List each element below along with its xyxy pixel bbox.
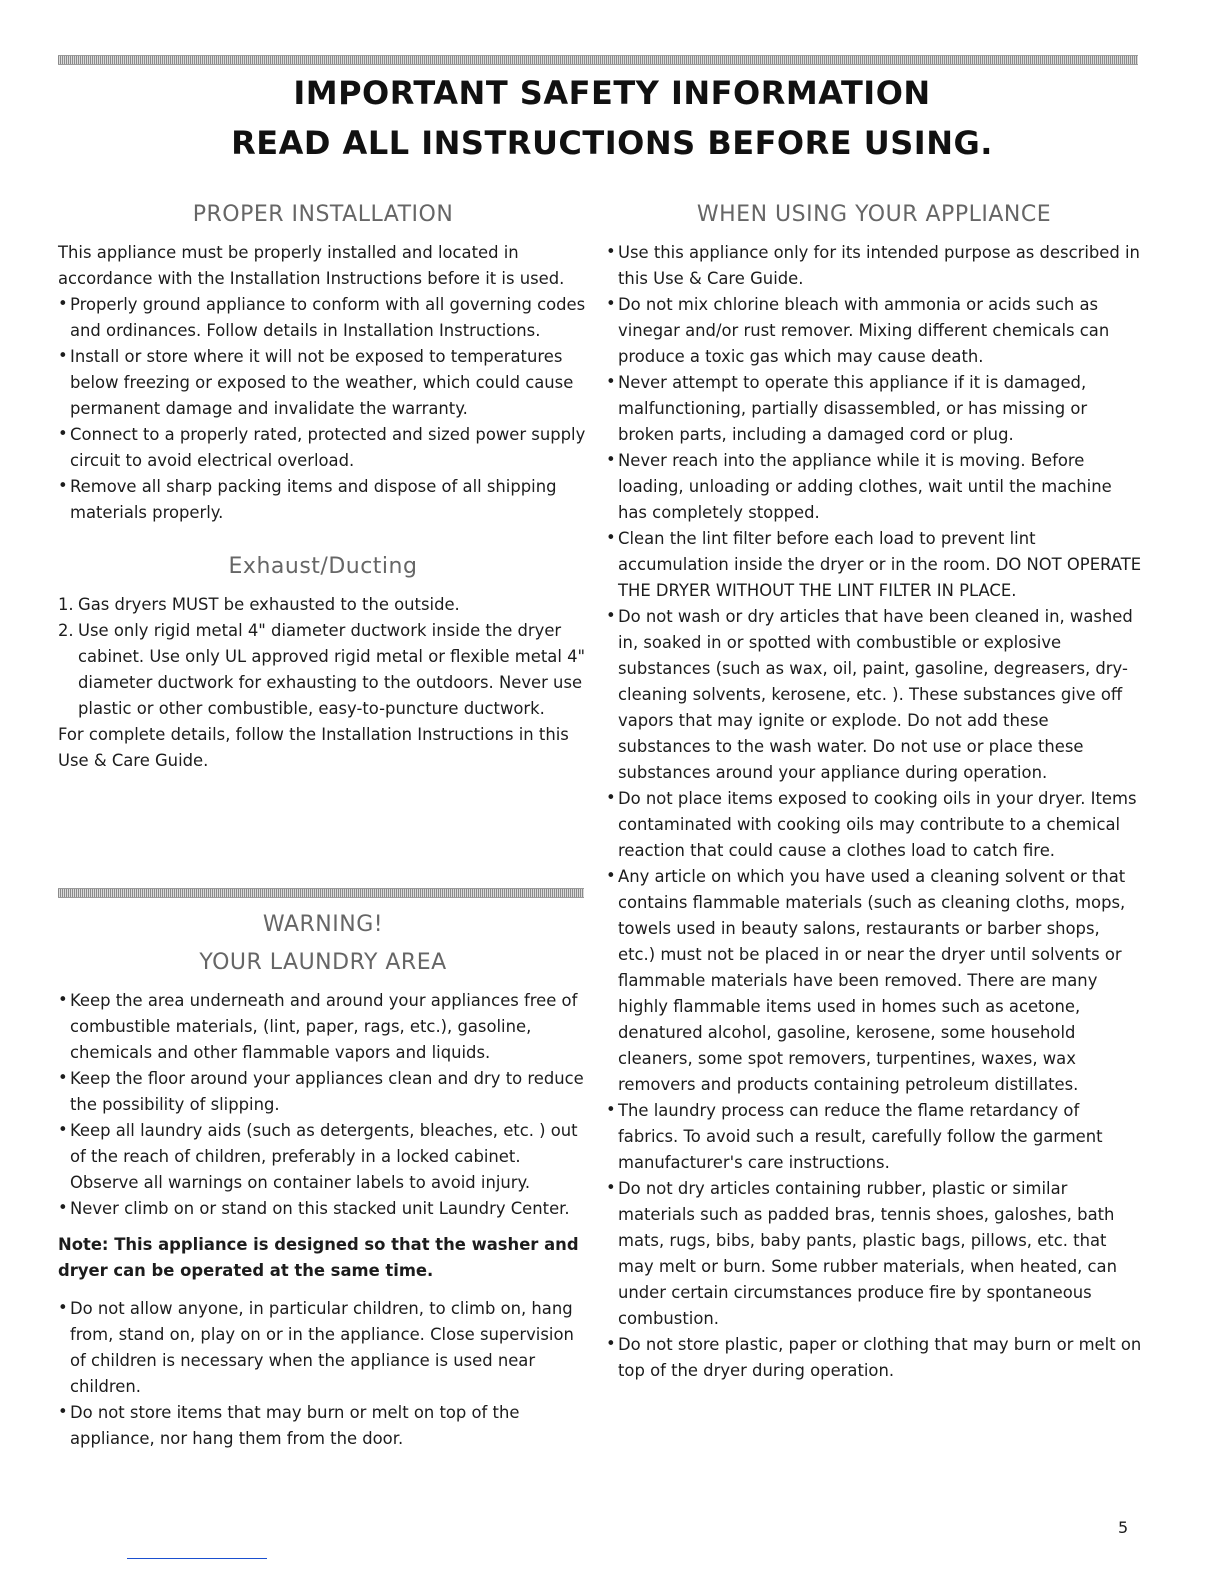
list-item: • Any article on which you have used a cleaning solvent or that contains flammable materials (such as cleaning cloths, mops, towels used in beauty salons, restaurants or barber shops, etc.) must not be placed in or near the dryer until solvents or flammable materials have been removed. There are many highly flammable items used in homes such as acetone, denatured alcohol, gasoline, kerosene, some household cleaners, some spot removers, turpentines, waxes, wax removers and products containing petroleum distillates. [606, 864, 1142, 1098]
item-number: 2. [58, 621, 74, 640]
installation-list [58, 292, 588, 526]
using-list [606, 240, 1142, 1384]
list-item: • Never climb on or stand on this stacked unit Laundry Center. [58, 1196, 588, 1222]
list-item: • The laundry process can reduce the flame retardancy of fabrics. To avoid such a result, carefully follow the garment manufacturer's care instructions. [606, 1098, 1142, 1176]
right-column [606, 200, 1142, 1384]
list-item: • Use this appliance only for its intended purpose as described in this Use & Care Guide. [606, 240, 1142, 292]
list-item: • Do not store plastic, paper or clothing that may burn or melt on top of the dryer during operation. [606, 1332, 1142, 1384]
proper-installation-heading: PROPER INSTALLATION [192, 202, 454, 227]
exhaust-heading: Exhaust/Ducting [228, 554, 418, 579]
laundry-area-heading: YOUR LAUNDRY AREA [199, 950, 447, 975]
exhaust-footer: For complete details, follow the Installation Instructions in this Use & Care Guide. [58, 725, 569, 770]
list-item: • Properly ground appliance to conform with all governing codes and ordinances. Follow details in Installation Instructions. [58, 292, 588, 344]
list-item [58, 618, 588, 722]
page-subtitle: READ ALL INSTRUCTIONS BEFORE USING. [231, 124, 993, 162]
page-title: IMPORTANT SAFETY INFORMATION [293, 74, 931, 112]
top-divider-rule [58, 55, 1138, 65]
list-item: • Do not wash or dry articles that have been cleaned in, washed in, soaked in or spotted with combustible or explosive substances (such as wax, oil, paint, gasoline, degreasers, dry-cleaning solvents, kerosene, etc. ). These substances give off vapors that may ignite or explode. Do not add these substances to the wash water. Do not use or place these substances around your appliance during operation. [606, 604, 1142, 786]
installation-intro: This appliance must be properly installed and located in accordance with the Installation Instructions before it is used. [58, 243, 565, 288]
list-item: • Do not dry articles containing rubber, plastic or similar materials such as padded bras, tennis shoes, galoshes, bath mats, rugs, bibs, baby pants, plastic bags, pillows, etc. that may melt or burn. Some rubber materials, when heated, can under certain circumstances produce fire by spontaneous combustion. [606, 1176, 1142, 1332]
item-text: Gas dryers MUST be exhausted to the outside. [78, 595, 460, 614]
list-item: • Keep the area underneath and around your appliances free of combustible materials, (lint, paper, rags, etc.), gasoline, chemicals and other flammable vapors and liquids. [58, 988, 588, 1066]
warning-heading: WARNING! [262, 912, 384, 937]
exhaust-list [58, 592, 588, 722]
item-text: Use only rigid metal 4" diameter ductwork inside the dryer cabinet. Use only UL approved rigid metal or flexible metal 4" diameter ductwork for exhausting to the outdoors. Never use plastic or other combustible, easy-to-puncture ductwork. [78, 621, 586, 718]
list-item: • Connect to a properly rated, protected and sized power supply circuit to avoid electrical overload. [58, 422, 588, 474]
using-appliance-heading: WHEN USING YOUR APPLIANCE [696, 202, 1052, 227]
list-item: • Do not store items that may burn or melt on top of the appliance, nor hang them from the door. [58, 1400, 588, 1452]
list-item: • Install or store where it will not be exposed to temperatures below freezing or exposed to the weather, which could cause permanent damage and invalidate the warranty. [58, 344, 588, 422]
warning-section [58, 910, 588, 1452]
page-number: 5 [1118, 1518, 1129, 1537]
list-item: • Remove all sharp packing items and dispose of all shipping materials properly. [58, 474, 588, 526]
list-item: • Keep all laundry aids (such as detergents, bleaches, etc. ) out of the reach of children, preferably in a locked cabinet. Observe all warnings on container labels to avoid injury. [58, 1118, 588, 1196]
list-item: • Do not mix chlorine bleach with ammonia or acids such as vinegar and/or rust remover. Mixing different chemicals can produce a toxic gas which may cause death. [606, 292, 1142, 370]
list-item [58, 592, 588, 618]
bottom-line [127, 1558, 267, 1559]
list-item: • Keep the floor around your appliances clean and dry to reduce the possibility of slipping. [58, 1066, 588, 1118]
list-item: • Never reach into the appliance while it is moving. Before loading, unloading or adding clothes, wait until the machine has completely stopped. [606, 448, 1142, 526]
warning-list-2 [58, 1296, 588, 1452]
list-item: • Do not place items exposed to cooking oils in your dryer. Items contaminated with cooking oils may contribute to a chemical reaction that could cause a clothes load to catch fire. [606, 786, 1142, 864]
left-column [58, 200, 588, 774]
warning-list [58, 988, 588, 1222]
list-item: • Clean the lint filter before each load to prevent lint accumulation inside the dryer or in the room. DO NOT OPERATE THE DRYER WITHOUT THE LINT FILTER IN PLACE. [606, 526, 1142, 604]
note-text: Note: This appliance is designed so that the washer and dryer can be operated at the same time. [58, 1235, 579, 1280]
list-item: • Never attempt to operate this appliance if it is damaged, malfunctioning, partially disassembled, or has missing or broken parts, including a damaged cord or plug. [606, 370, 1142, 448]
section-divider-rule [58, 888, 584, 898]
item-number: 1. [58, 595, 74, 614]
list-item: • Do not allow anyone, in particular children, to climb on, hang from, stand on, play on or in the appliance. Close supervision of children is necessary when the appliance is used near children. [58, 1296, 588, 1400]
